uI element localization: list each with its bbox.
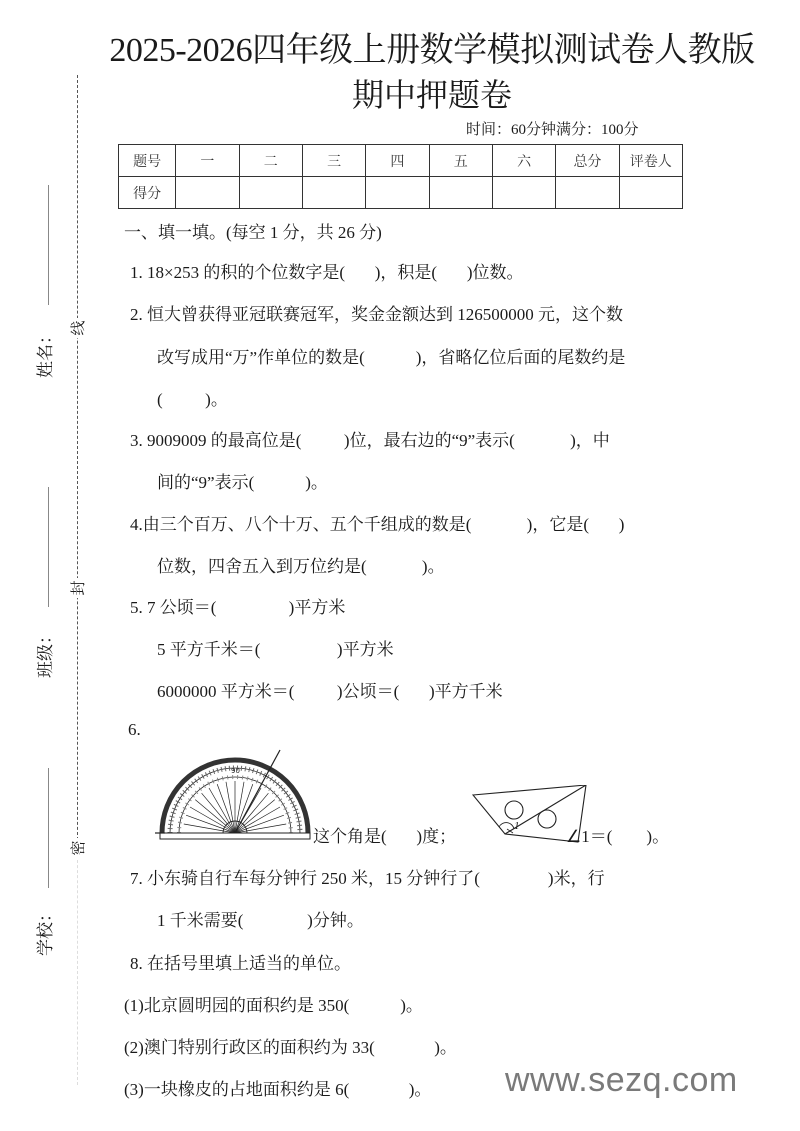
answer-blank[interactable] [612,827,646,847]
exam-meta: 时间：60分钟满分：100分 [466,122,639,138]
score-cell[interactable] [366,177,429,209]
score-cell[interactable] [239,177,302,209]
header-cell: 六 [492,145,555,177]
header-cell: 评卷人 [619,145,682,177]
class-label: 班级： [36,627,56,678]
answer-blank[interactable] [515,431,570,451]
answer-blank[interactable] [243,911,307,931]
question-5-line-3: 6000000 平方米＝( )公顷＝( )平方千米 [157,682,503,701]
name-label: 姓名： [36,327,56,378]
watermark: www.sezq.com [505,1061,738,1099]
answer-blank[interactable] [437,263,467,283]
score-table-header-row [119,145,683,177]
header-cell: 五 [429,145,492,177]
question-4-line-1: 4.由三个百万、八个十万、五个千组成的数是( )，它是( ) [130,515,625,534]
answer-blank[interactable] [375,1038,435,1058]
question-5-line-1: 5. 7 公顷＝( )平方米 [130,598,346,617]
question-8-line-1: 8. 在括号里填上适当的单位。 [130,954,351,973]
answer-blank[interactable] [349,1080,409,1100]
answer-blank[interactable] [367,557,422,577]
answer-blank[interactable] [301,431,344,451]
question-number: 4. [130,515,143,534]
score-cell[interactable] [429,177,492,209]
name-field-line[interactable] [48,185,49,305]
question-8-sub-3: (3)一块橡皮的占地面积约是 6( )。 [124,1080,432,1099]
answer-blank[interactable] [294,682,337,702]
answer-blank[interactable] [471,515,526,535]
page-title: 2025-2026四年级上册数学模拟测试卷人教版 [109,32,755,69]
school-label: 学校： [36,905,56,956]
question-2-line-3: ( )。 [157,390,228,409]
question-number: 2. [130,305,143,324]
question-number: 7. [130,869,143,888]
binding-dashed-line-faint [77,855,78,1085]
answer-blank[interactable] [589,515,619,535]
answer-blank[interactable] [365,348,416,368]
question-6-number: 6. [128,720,141,739]
question-8-sub-2: (2)澳门特别行政区的面积约为 33( )。 [124,1038,457,1057]
answer-blank[interactable] [480,869,548,889]
question-6-triangle-text: ∠1＝( )。 [566,827,670,846]
question-7-line-2: 1 千米需要( )分钟。 [157,911,364,930]
answer-blank[interactable] [345,263,375,283]
answer-blank[interactable] [254,473,305,493]
header-cell: 题号 [119,145,176,177]
header-cell: 二 [239,145,302,177]
question-number: 8. [130,954,143,973]
protractor-figure [155,745,315,840]
question-number: 5. [130,598,143,617]
cut-word-mi: 密 [68,838,88,858]
score-cell[interactable] [176,177,239,209]
school-field-line[interactable] [48,768,49,888]
question-8-sub-1: (1)北京圆明园的面积约是 350( )。 [124,996,423,1015]
question-7-line-1: 7. 小东骑自行车每分钟行 250 米，15 分钟行了( )米，行 [130,869,605,888]
answer-blank[interactable] [260,640,337,660]
question-3-line-1: 3. 9009009 的最高位是( )位，最右边的“9”表示( )，中 [130,431,610,450]
angle-1-label: 1 [514,820,520,832]
score-table-score-row [119,177,683,209]
cut-word-feng: 封 [68,578,88,598]
page-subtitle: 期中押题卷 [351,77,512,113]
binding-dashed-line [77,75,78,855]
header-cell: 一 [176,145,239,177]
score-row-label: 得分 [119,177,176,209]
protractor-90-mark: 90 [231,767,240,775]
question-1: 1. 18×253 的积的个位数字是( )，积是( )位数。 [130,263,524,282]
section-heading: 一、填一填。(每空 1 分，共 26 分) [124,223,382,242]
answer-blank[interactable] [216,598,288,618]
question-5-line-2: 5 平方千米＝( )平方米 [157,640,394,659]
question-2-line-1: 2. 恒大曾获得亚冠联赛冠军，奖金金额达到 126500000 元，这个数 [130,305,623,324]
score-cell[interactable] [492,177,555,209]
question-4-line-2: 位数，四舍五入到万位约是( )。 [157,557,445,576]
header-cell: 四 [366,145,429,177]
question-3-line-2: 间的“9”表示( )。 [157,473,328,492]
score-table [118,144,683,209]
header-cell: 总分 [556,145,619,177]
score-cell[interactable] [619,177,682,209]
score-cell[interactable] [556,177,619,209]
question-2-line-2: 改写成用“万”作单位的数是( )，省略亿位后面的尾数约是 [157,348,626,367]
answer-blank[interactable] [399,682,429,702]
question-number: 3. [130,431,143,450]
class-field-line[interactable] [48,487,49,607]
cut-word-xian: 线 [68,318,88,338]
answer-blank[interactable] [387,827,417,847]
score-cell[interactable] [302,177,365,209]
question-6-protractor-text: 这个角是( )度； [313,827,457,846]
question-number: 1. [130,263,143,282]
header-cell: 三 [302,145,365,177]
answer-blank[interactable] [163,390,206,410]
answer-blank[interactable] [349,996,400,1016]
